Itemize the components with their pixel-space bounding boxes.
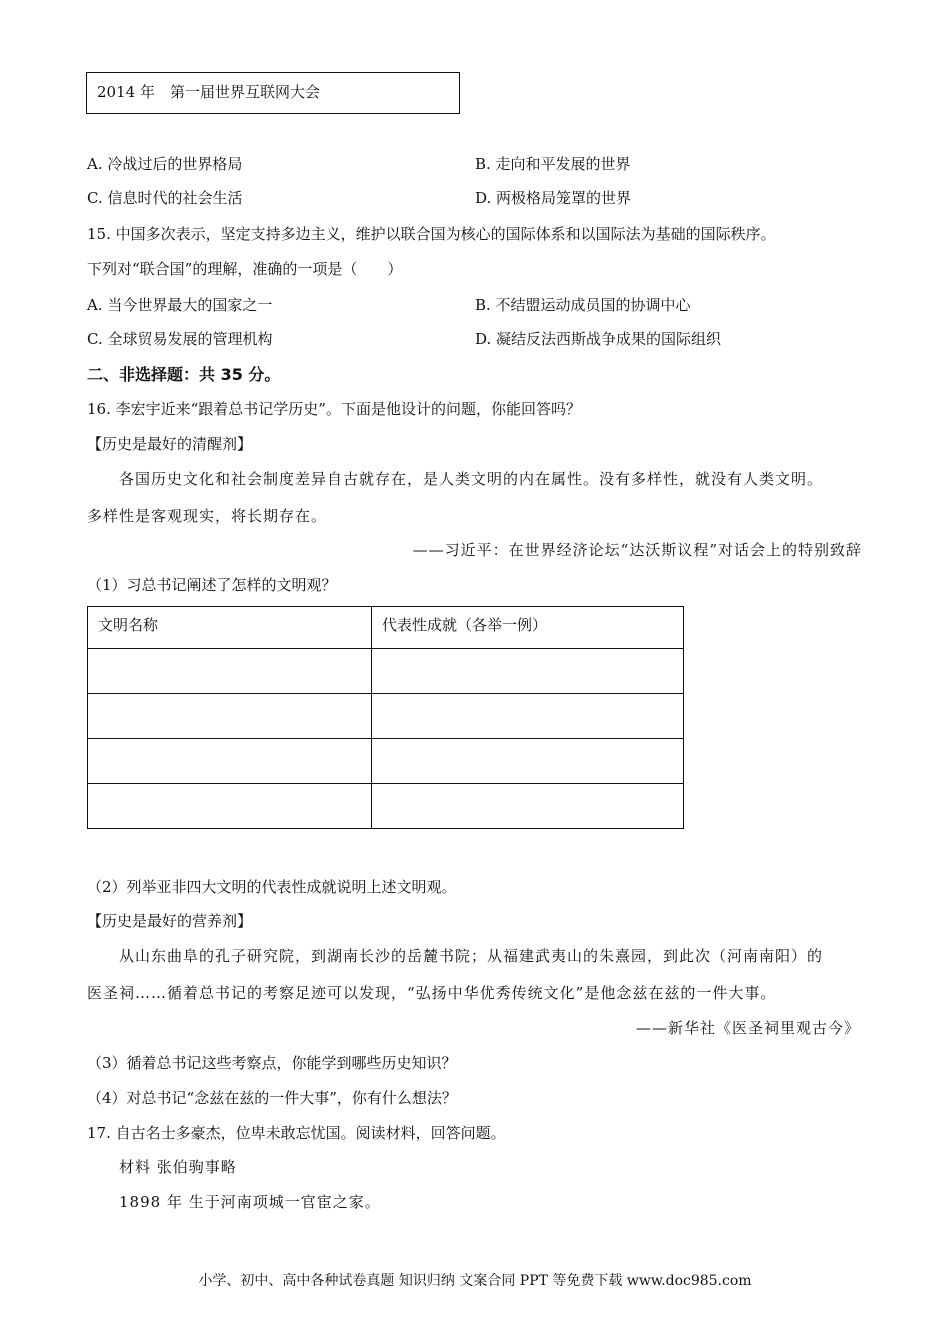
q15-option-b: B. 不结盟运动成员国的协调中心 — [475, 296, 691, 314]
q17-intro: 17. 自古名士多豪杰，位卑未敢忘忧国。阅读材料，回答问题。 — [87, 1124, 506, 1142]
q16-intro: 16. 李宏宇近来“跟着总书记学历史”。下面是他设计的问题，你能回答吗？ — [87, 400, 581, 418]
q15-stem-line1: 15. 中国多次表示，坚定支持多边主义，维护以联合国为核心的国际体系和以国际法为基础的国际秩序。 — [87, 225, 776, 243]
q16-quote1-line2: 多样性是客观现实，将长期存在。 — [87, 507, 328, 525]
page-footer: 小学、初中、高中各种试卷真题 知识归纳 文案合同 PPT 等免费下载 www.doc985.com — [198, 1273, 752, 1289]
q16-sub1: （1）习总书记阐述了怎样的文明观？ — [87, 576, 337, 594]
q16-quote2-source: ——新华社《医圣祠里观古今》 — [635, 1019, 860, 1037]
q14-option-c: C. 信息时代的社会生活 — [87, 189, 243, 207]
table-cell — [88, 739, 372, 784]
event-box-text: 2014 年 第一届世界互联网大会 — [97, 83, 320, 101]
table-cell — [88, 649, 372, 694]
table-row — [88, 784, 684, 829]
q17-material-title: 材料 张伯驹事略 — [119, 1158, 237, 1176]
q17-material-line1: 1898 年 生于河南项城一官宦之家。 — [119, 1193, 381, 1211]
table-cell — [372, 784, 684, 829]
q16-sub3: （3）循着总书记这些考察点，你能学到哪些历史知识？ — [87, 1054, 457, 1072]
q16-sub2: （2）列举亚非四大文明的代表性成就说明上述文明观。 — [87, 878, 457, 896]
q16-part1-title: 【历史是最好的清醒剂】 — [87, 435, 253, 453]
civilization-table — [87, 606, 684, 829]
table-cell — [88, 694, 372, 739]
q16-part2-title: 【历史是最好的营养剂】 — [87, 912, 253, 930]
table-cell — [88, 784, 372, 829]
table-header-name: 文明名称 — [88, 607, 372, 649]
event-box — [86, 72, 460, 114]
q15-option-c: C. 全球贸易发展的管理机构 — [87, 330, 273, 348]
q15-stem-line2: 下列对“联合国”的理解，准确的一项是（ ） — [87, 260, 403, 278]
q15-option-a: A. 当今世界最大的国家之一 — [87, 296, 273, 314]
table-cell — [372, 739, 684, 784]
q15-option-d: D. 凝结反法西斯战争成果的国际组织 — [475, 330, 722, 348]
q14-option-d: D. 两极格局笼罩的世界 — [475, 189, 632, 207]
q14-option-a: A. 冷战过后的世界格局 — [87, 155, 243, 173]
q16-quote2-line1: 从山东曲阜的孔子研究院，到湖南长沙的岳麓书院；从福建武夷山的朱熹园，到此次（河南南阳）的 — [119, 947, 824, 965]
table-row — [88, 739, 684, 784]
q16-quote1-source: ——习近平：在世界经济论坛“达沃斯议程”对话会上的特别致辞 — [412, 541, 862, 559]
table-cell — [372, 694, 684, 739]
table-header-achievement: 代表性成就（各举一例） — [372, 607, 684, 649]
table-row — [88, 649, 684, 694]
table-cell — [372, 649, 684, 694]
table-header-row — [88, 607, 684, 649]
q14-option-b: B. 走向和平发展的世界 — [475, 155, 631, 173]
q16-sub4: （4）对总书记“念兹在兹的一件大事”，你有什么想法？ — [87, 1089, 457, 1107]
q16-quote1-line1: 各国历史文化和社会制度差异自古就存在，是人类文明的内在属性。没有多样性，就没有人类文明。 — [119, 470, 824, 488]
section-heading: 二、非选择题：共 35 分。 — [87, 365, 281, 384]
table-row — [88, 694, 684, 739]
q16-quote2-line2: 医圣祠……循着总书记的考察足迹可以发现，“弘扬中华优秀传统文化”是他念兹在兹的一件大事。 — [87, 984, 777, 1002]
